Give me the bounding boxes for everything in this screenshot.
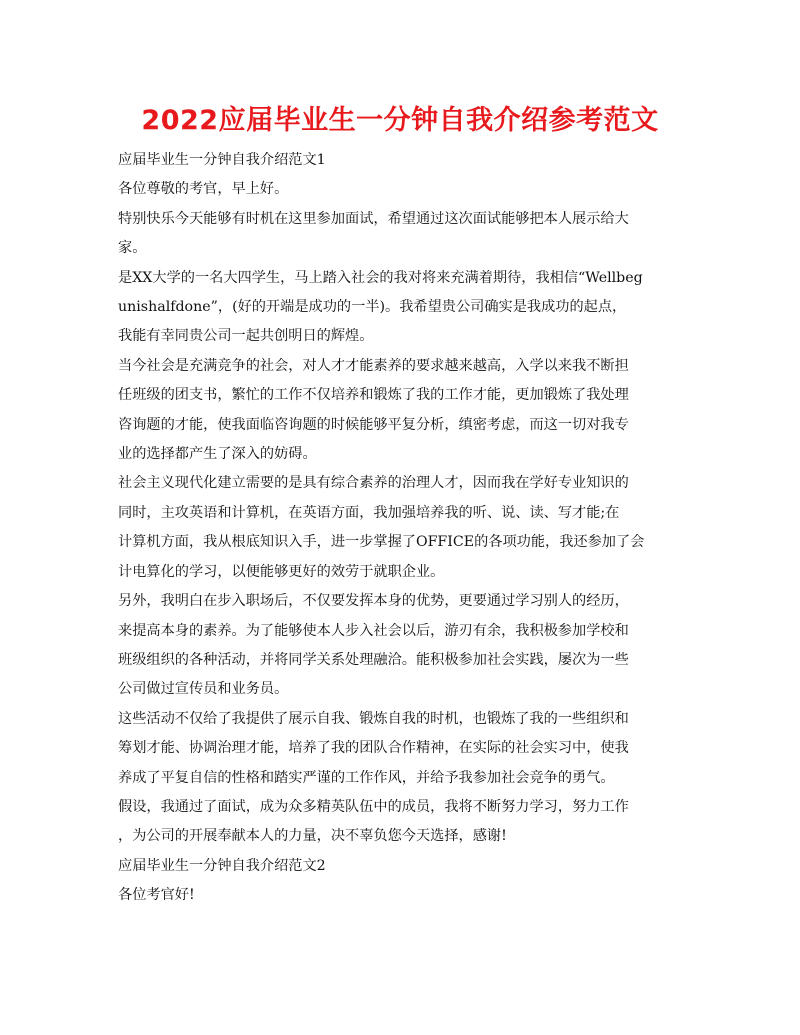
text-line: 家。 — [118, 240, 147, 257]
text-line: 我能有幸同贵公司一起共创明日的辉煌。 — [118, 328, 374, 345]
text-line: 是XX大学的一名大四学生，马上踏入社会的我对将来充满着期待，我相信“Wellbeg — [118, 269, 643, 286]
text-line: 另外，我明白在步入职场后，不仅要发挥本身的优势，更要通过学习别人的经历， — [118, 593, 629, 610]
text-line: 来提高本身的素养。为了能够使本人步入社会以后，游刃有余，我积极参加学校和 — [118, 622, 629, 639]
text-line: 这些活动不仅给了我提供了展示自我、锻炼自我的时机，也锻炼了我的一些组织和 — [118, 710, 629, 727]
text-line: 班级组织的各种活动，并将同学关系处理融洽。能积极参加社会实践，屡次为一些 — [118, 651, 629, 668]
document-body — [118, 146, 686, 911]
text-line: 养成了平复自信的性格和踏实严谨的工作作风，并给予我参加社会竞争的勇气。 — [118, 769, 615, 786]
text-line: 业的选择都产生了深入的妨碍。 — [118, 446, 317, 463]
text-line: 计电算化的学习，以便能够更好的效劳于就职企业。 — [118, 563, 445, 580]
text-line: 任班级的团支书，繁忙的工作不仅培养和锻炼了我的工作才能，更加锻炼了我处理 — [118, 387, 629, 404]
subheading-1: 应届毕业生一分钟自我介绍范文1 — [118, 152, 326, 168]
subheading-2: 应届毕业生一分钟自我介绍范文2 — [118, 857, 326, 874]
document-title: 2022应届毕业生一分钟自我介绍参考范文 — [141, 105, 659, 136]
text-line: 假设，我通过了面试，成为众多精英队伍中的成员，我将不断努力学习，努力工作 — [118, 798, 629, 815]
text-line: 特别快乐今天能够有时机在这里参加面试，希望通过这次面试能够把本人展示给大 — [118, 210, 629, 227]
text-line: 计算机方面，我从根底知识入手，进一步掌握了OFFICE的各项功能，我还参加了会 — [118, 534, 645, 551]
text-line: 咨询题的才能，使我面临咨询题的时候能够平复分析，缜密考虑，而这一切对我专 — [118, 416, 629, 433]
text-line: 当今社会是充满竞争的社会，对人才才能素养的要求越来越高，入学以来我不断担 — [118, 357, 629, 374]
text-line: 各位考官好! — [118, 887, 195, 904]
text-line: 筹划才能、协调治理才能，培养了我的团队合作精神，在实际的社会实习中，使我 — [118, 740, 629, 757]
text-line: 各位尊敬的考官，早上好。 — [118, 181, 289, 198]
text-line: unishalfdone”，(好的开端是成功的一半)。我希望贵公司确实是我成功的起点， — [118, 299, 627, 316]
text-line: 社会主义现代化建立需要的是具有综合素养的治理人才，因而我在学好专业知识的 — [118, 475, 629, 492]
text-line: 公司做过宣传员和业务员。 — [118, 681, 289, 698]
text-line: 同时，主攻英语和计算机，在英语方面，我加强培养我的听、说、读、写才能;在 — [118, 504, 620, 521]
text-line: ，为公司的开展奉献本人的力量，决不辜负您今天选择，感谢! — [118, 828, 507, 845]
